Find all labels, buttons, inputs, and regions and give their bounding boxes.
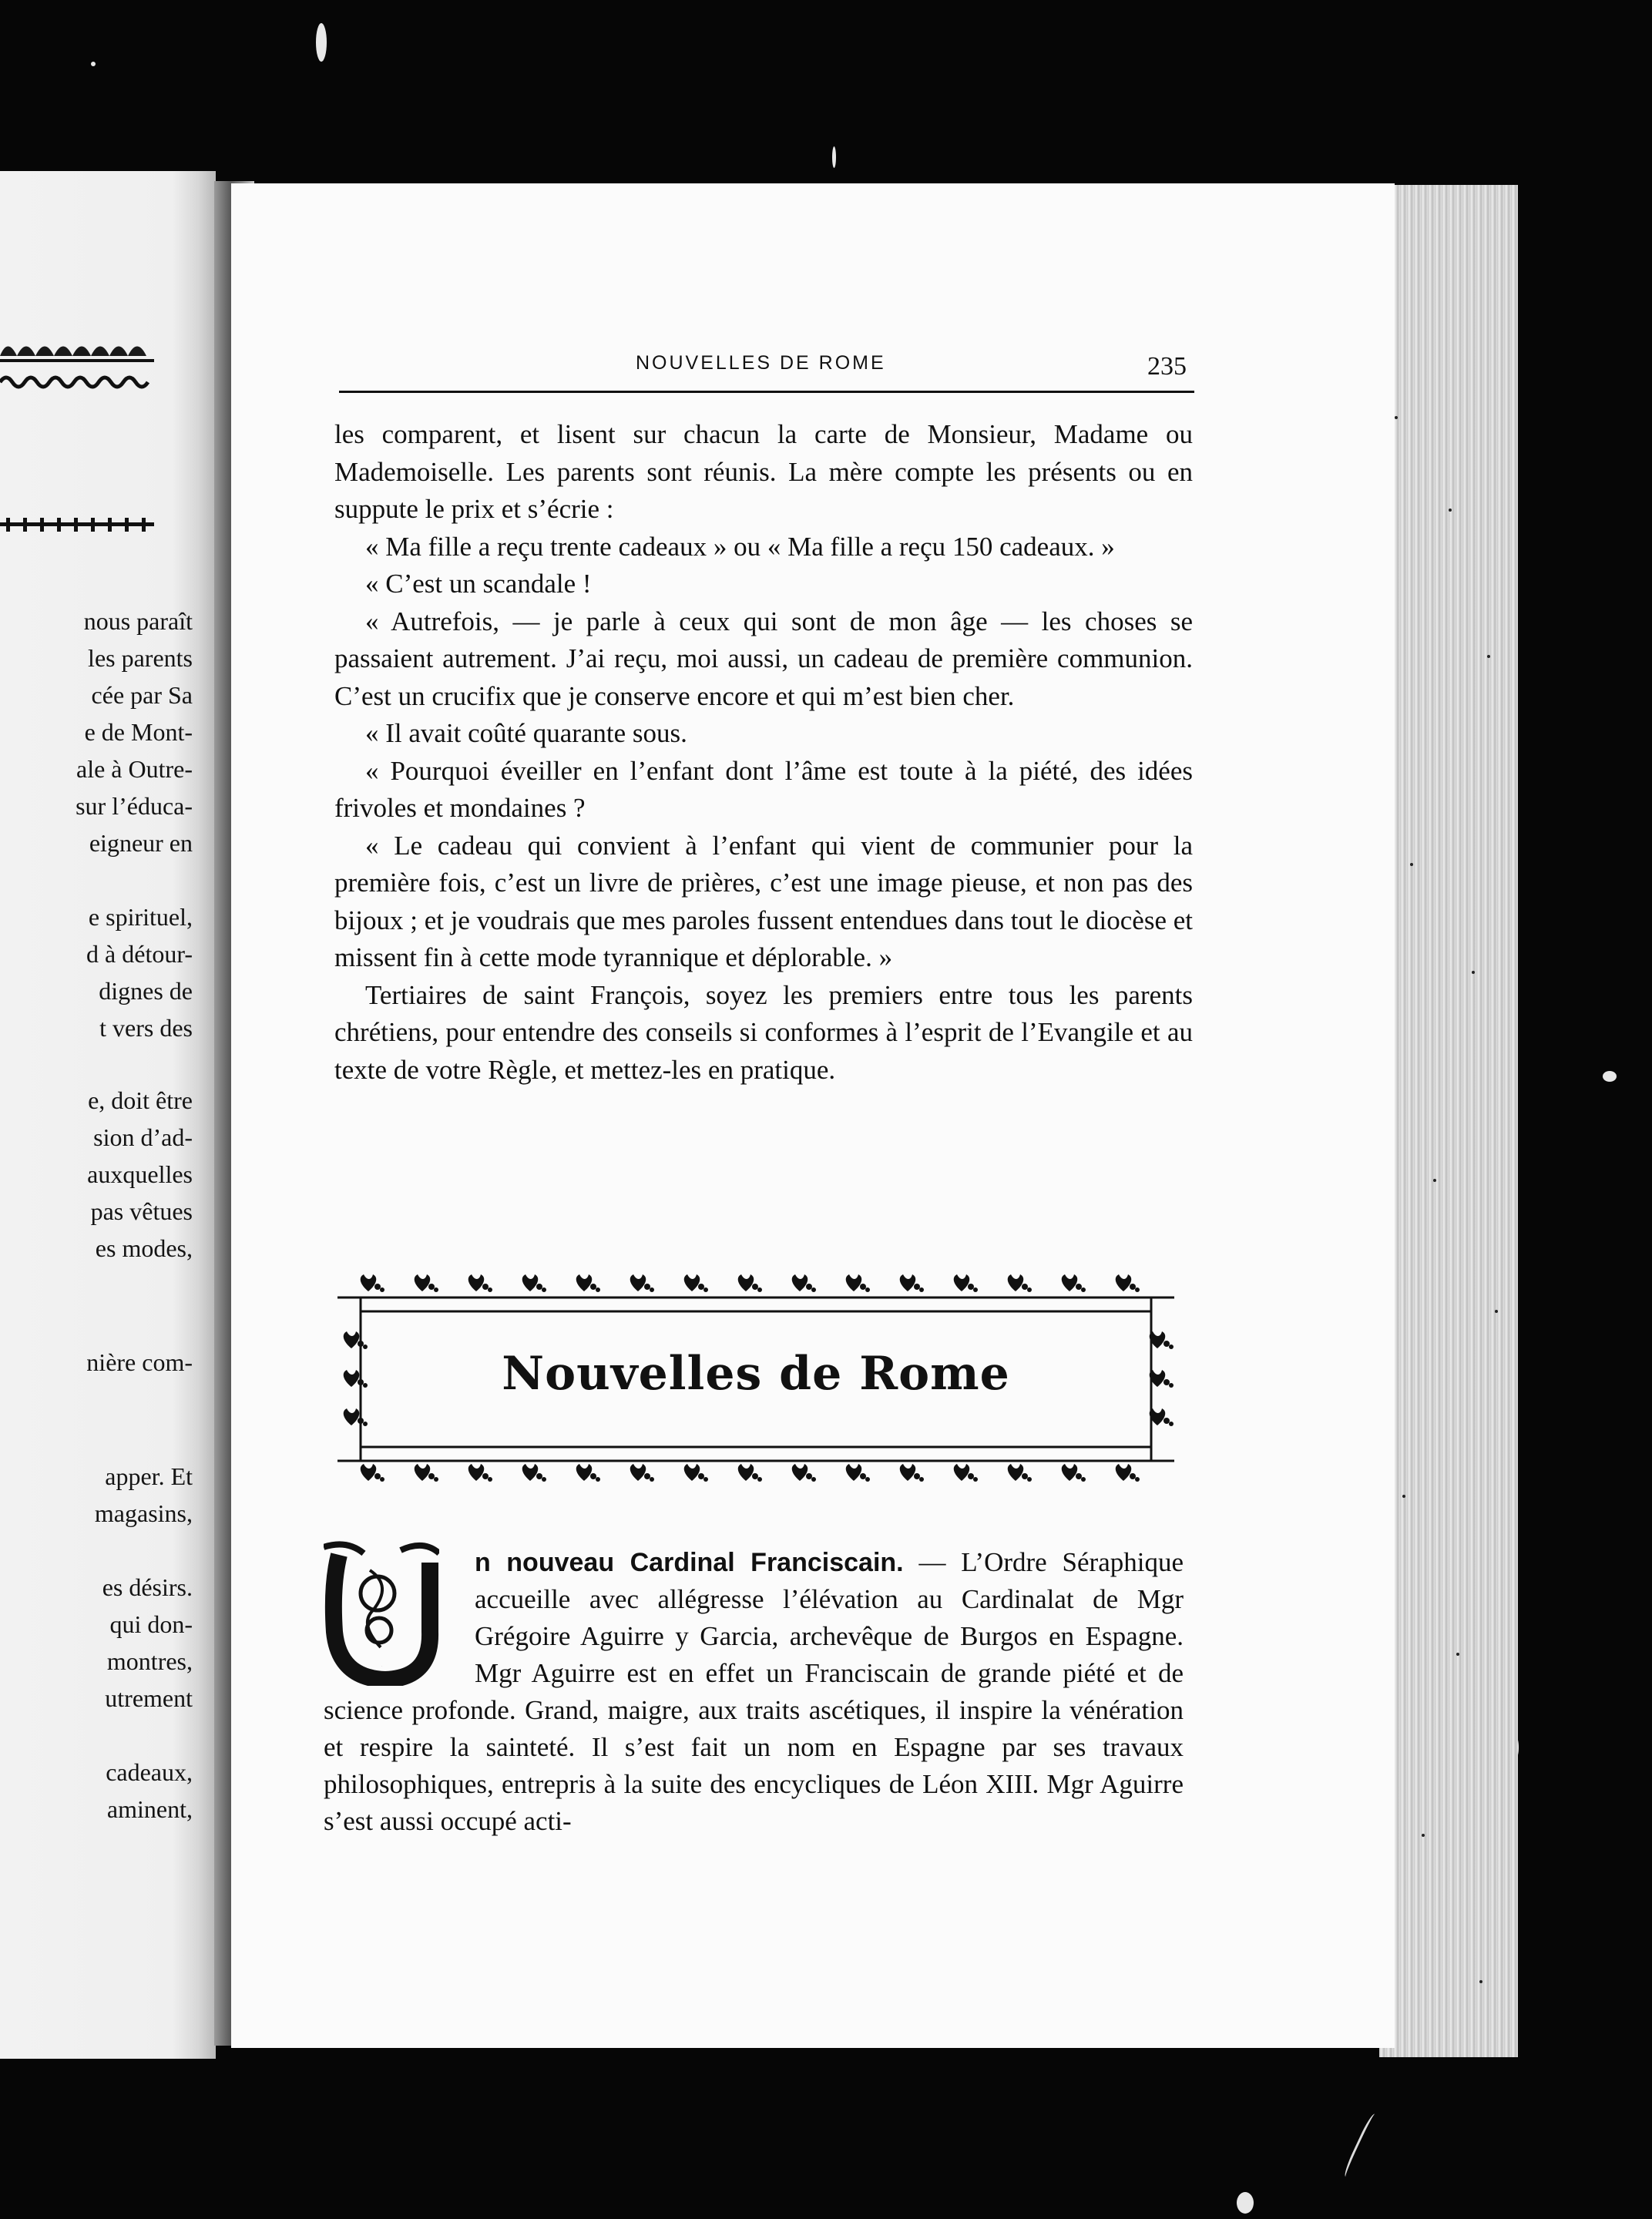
section-title: Nouvelles de Rome: [502, 1347, 1010, 1401]
left-page-line: cée par Sa: [91, 681, 193, 709]
scratch-mark: [1342, 2112, 1381, 2179]
dust-speck: [91, 62, 96, 66]
article-text: [324, 1544, 1184, 1840]
paragraph: « Autrefois, — je parle à ceux qui sont de mon âge — les choses se passaient autrement. J’ai reçu, moi aussi, un cadeau de première communion. C’est un crucifix que je conserve encore et qui m’est bien cher.: [334, 606, 1193, 711]
left-page-line: sur l’éduca-: [76, 792, 193, 820]
left-page-line: cadeaux,: [106, 1758, 193, 1786]
dust-speck: [832, 146, 836, 168]
paragraph: « Ma fille a reçu trente cadeaux » ou « Ma fille a reçu 150 cadeaux. »: [365, 531, 1115, 562]
left-page-line: apper. Et: [105, 1462, 193, 1490]
left-page-line: auxquelles: [87, 1160, 193, 1188]
left-page-line: aminent,: [106, 1795, 193, 1823]
header-rule: [339, 391, 1194, 393]
left-page-line: sion d’ad-: [93, 1123, 193, 1151]
article-body: — L’Ordre Séraphique accueille avec allégresse l’élévation au Cardinalat de Mgr Grégoire Aguirre y Garcia, archevêque de Burgos en Espagne. Mgr Aguirre est en effet un Franciscain de grande piété et de science profonde. Grand, maigre, aux traits ascétiques, il inspire la vénération et respire la sainteté. Il s’est fait un nom en Espagne par ses travaux philosophiques, entrepris à la suite des encycliques de Léon XIII. Mgr Aguirre s’est aussi occupé acti-: [324, 1547, 1184, 1836]
left-page-ornament: [0, 333, 154, 364]
left-page-line: e de Mont-: [84, 718, 193, 746]
left-page-line: e, doit être: [88, 1086, 193, 1114]
left-page-line: utrement: [105, 1684, 193, 1712]
running-title: NOUVELLES DE ROME: [636, 352, 886, 374]
dust-speck: [1603, 1071, 1617, 1082]
running-head: [339, 343, 1194, 405]
paragraph: les comparent, et lisent sur chacun la carte de Monsieur, Madame ou Mademoiselle. Les parents sont réunis. La mère compte les présents ou en suppute le prix et s’écrie :: [334, 419, 1193, 524]
left-page-line: nière com-: [86, 1348, 193, 1376]
page-number: 235: [1147, 352, 1187, 381]
body-text: [334, 416, 1193, 1089]
left-page-line: pas vêtues: [90, 1197, 193, 1225]
article-heading: n nouveau Cardinal Franciscain.: [475, 1548, 904, 1577]
left-page-line: montres,: [106, 1647, 193, 1675]
dust-speck: [1237, 2192, 1254, 2214]
dust-speck: [316, 23, 327, 62]
left-page-line: eigneur en: [89, 829, 193, 857]
paragraph: « C’est un scandale !: [365, 569, 592, 599]
ornamental-title-frame: [337, 1264, 1174, 1495]
left-page-line: les parents: [88, 644, 193, 672]
paragraph: « Pourquoi éveiller en l’enfant dont l’âme est toute à la piété, des idées frivoles et mondaines ?: [334, 755, 1193, 823]
left-page-line: es modes,: [95, 1234, 193, 1262]
left-page-ornament: [0, 516, 154, 533]
left-page-line: t vers des: [99, 1014, 193, 1042]
left-page-line: dignes de: [99, 977, 193, 1005]
page-block-edge: [1379, 185, 1518, 2057]
previous-page: [0, 171, 216, 2059]
paragraph: « Le cadeau qui convient à l’enfant qui vient de communier pour la première fois, c’est un livre de prières, c’est une image pieuse, et non pas des bijoux ; et je voudrais que mes paroles fussent entendues dans tout le diocèse et missent fin à cette mode tyrannique et déplorable. »: [334, 830, 1193, 972]
paragraph: « Il avait coûté quarante sous.: [365, 718, 687, 748]
left-page-line: magasins,: [94, 1499, 193, 1527]
left-page-line: es désirs.: [102, 1573, 193, 1601]
left-page-ornament: [0, 373, 154, 391]
left-page-line: e spirituel,: [88, 903, 193, 931]
left-page-line: nous paraît: [83, 607, 193, 635]
left-page-line: d à détour-: [86, 940, 193, 968]
left-page-line: qui don-: [109, 1610, 193, 1638]
left-page-line: ale à Outre-: [76, 755, 193, 783]
paragraph: Tertiaires de saint François, soyez les premiers entre tous les parents chrétiens, pour entendre des conseils si conformes à l’esprit de l’Evangile et au texte de votre Règle, et mettez-les en pratique.: [334, 979, 1193, 1085]
